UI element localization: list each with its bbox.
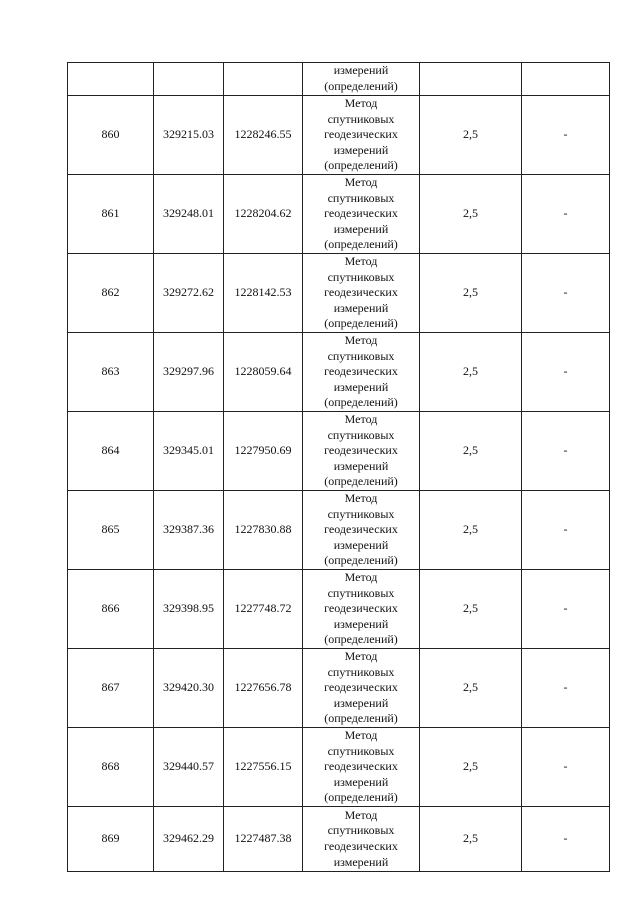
method-line: геодезических [324, 680, 398, 695]
cell-note: - [522, 254, 610, 333]
method-line: (определений) [324, 237, 398, 252]
method-line: геодезических [324, 601, 398, 616]
method-line: (определений) [324, 316, 398, 331]
cell-y: 1227748.72 [224, 570, 303, 649]
cell-method [303, 63, 420, 96]
method-line: геодезических [324, 285, 398, 300]
cell-note: - [522, 491, 610, 570]
method-line: измерений [333, 221, 389, 236]
cell-note: - [522, 728, 610, 807]
cell-x: 329345.01 [154, 412, 224, 491]
cell-accuracy: 2,5 [420, 333, 522, 412]
cell-accuracy: 2,5 [420, 412, 522, 491]
method-line: (определений) [324, 790, 398, 805]
method-line: геодезических [324, 759, 398, 774]
method-line: измерений [333, 695, 389, 710]
method-line: (определений) [324, 553, 398, 568]
cell-num: 867 [68, 649, 154, 728]
cell-num: 863 [68, 333, 154, 412]
cell-note: - [522, 333, 610, 412]
table-body [68, 63, 610, 872]
cell-num: 866 [68, 570, 154, 649]
method-line: (определений) [324, 632, 398, 647]
cell-y: 1227656.78 [224, 649, 303, 728]
table-row [68, 491, 610, 570]
method-line: Метод [344, 728, 378, 743]
cell-accuracy: 2,5 [420, 96, 522, 175]
method-line: геодезических [324, 206, 398, 221]
method-line: Метод [344, 254, 378, 269]
cell-num: 862 [68, 254, 154, 333]
table-row [68, 175, 610, 254]
cell-x: 329272.62 [154, 254, 224, 333]
cell-y: 1228142.53 [224, 254, 303, 333]
method-line: геодезических [324, 522, 398, 537]
cell-x: 329420.30 [154, 649, 224, 728]
method-line: спутниковых [327, 427, 395, 442]
method-line: Метод [344, 412, 378, 427]
table-row [68, 807, 610, 872]
method-line: спутниковых [327, 743, 395, 758]
cell-x: 329297.96 [154, 333, 224, 412]
continuation-row [68, 63, 610, 96]
method-line: Метод [344, 491, 378, 506]
method-line: спутниковых [327, 664, 395, 679]
cell-num: 861 [68, 175, 154, 254]
cell-num: 865 [68, 491, 154, 570]
cell-accuracy [420, 63, 522, 96]
cell-y: 1228204.62 [224, 175, 303, 254]
method-line: геодезических [324, 127, 398, 142]
method-line: измерений [333, 854, 389, 869]
method-line: геодезических [324, 364, 398, 379]
method-line: спутниковых [327, 506, 395, 521]
method-line: Метод [344, 96, 378, 111]
method-line: измерений [333, 458, 389, 473]
cell-num: 868 [68, 728, 154, 807]
cell-x: 329215.03 [154, 96, 224, 175]
method-line: измерений [333, 774, 389, 789]
method-line: Метод [344, 807, 378, 822]
method-line: спутниковых [327, 823, 395, 838]
method-line: спутниковых [327, 190, 395, 205]
table-row [68, 254, 610, 333]
method-line: (определений) [324, 474, 398, 489]
cell-method [303, 412, 420, 491]
method-line: (определений) [324, 158, 398, 173]
cell-y: 1227487.38 [224, 807, 303, 872]
method-line: Метод [344, 333, 378, 348]
cell-y: 1227830.88 [224, 491, 303, 570]
method-line: Метод [344, 175, 378, 190]
table-row [68, 412, 610, 491]
method-line: (определений) [324, 711, 398, 726]
cell-x [154, 63, 224, 96]
method-line: геодезических [324, 443, 398, 458]
cell-x: 329462.29 [154, 807, 224, 872]
cell-note: - [522, 175, 610, 254]
cell-num [68, 63, 154, 96]
cell-accuracy: 2,5 [420, 570, 522, 649]
table-row [68, 333, 610, 412]
cell-y [224, 63, 303, 96]
method-line: спутниковых [327, 269, 395, 284]
cell-method [303, 649, 420, 728]
cell-note [522, 63, 610, 96]
method-line: спутниковых [327, 585, 395, 600]
cell-method [303, 807, 420, 872]
cell-x: 329440.57 [154, 728, 224, 807]
table-row [68, 649, 610, 728]
cell-y: 1227556.15 [224, 728, 303, 807]
method-line: спутниковых [327, 348, 395, 363]
table-row [68, 728, 610, 807]
cell-x: 329387.36 [154, 491, 224, 570]
method-line: измерений [333, 142, 389, 157]
cell-note: - [522, 96, 610, 175]
table-row [68, 570, 610, 649]
cell-note: - [522, 807, 610, 872]
cell-accuracy: 2,5 [420, 728, 522, 807]
cell-accuracy: 2,5 [420, 491, 522, 570]
cell-note: - [522, 412, 610, 491]
method-line: Метод [344, 570, 378, 585]
method-line: (определений) [324, 79, 398, 93]
table-row [68, 96, 610, 175]
cell-y: 1228059.64 [224, 333, 303, 412]
cell-method [303, 333, 420, 412]
method-line: геодезических [324, 839, 398, 853]
method-line: (определений) [324, 395, 398, 410]
cell-note: - [522, 649, 610, 728]
cell-method [303, 175, 420, 254]
cell-note: - [522, 570, 610, 649]
method-line: измерений [333, 537, 389, 552]
method-line: измерений [333, 300, 389, 315]
cell-x: 329248.01 [154, 175, 224, 254]
cell-y: 1228246.55 [224, 96, 303, 175]
method-line: измерений [333, 616, 389, 631]
method-line: спутниковых [327, 111, 395, 126]
cell-method [303, 96, 420, 175]
cell-y: 1227950.69 [224, 412, 303, 491]
method-line: Метод [344, 649, 378, 664]
cell-num: 869 [68, 807, 154, 872]
cell-method [303, 570, 420, 649]
cell-num: 860 [68, 96, 154, 175]
cell-x: 329398.95 [154, 570, 224, 649]
method-line: измерений [333, 63, 389, 78]
cell-method [303, 254, 420, 333]
cell-accuracy: 2,5 [420, 175, 522, 254]
cell-accuracy: 2,5 [420, 649, 522, 728]
coordinates-table [67, 62, 610, 872]
cell-accuracy: 2,5 [420, 254, 522, 333]
cell-method [303, 491, 420, 570]
cell-method [303, 728, 420, 807]
method-line: измерений [333, 379, 389, 394]
cell-num: 864 [68, 412, 154, 491]
cell-accuracy: 2,5 [420, 807, 522, 872]
